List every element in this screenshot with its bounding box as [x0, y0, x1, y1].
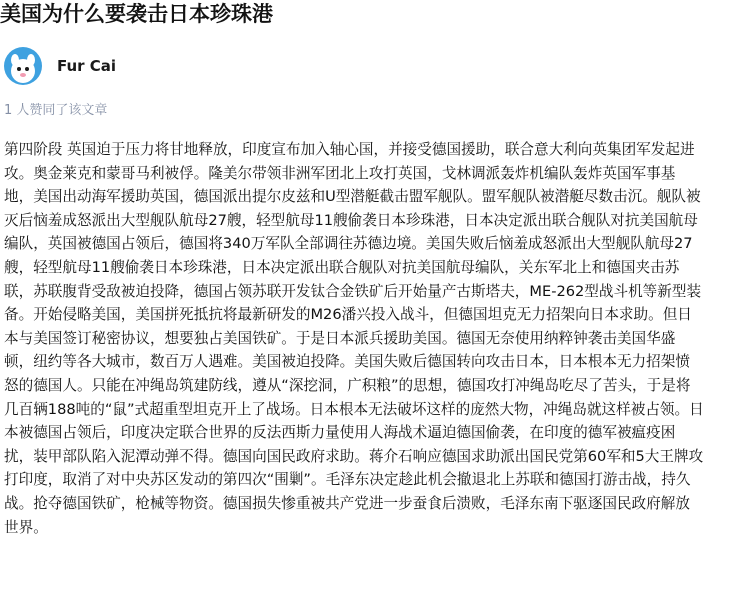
article-title: 美国为什么要袭击日本珍珠港	[0, 2, 273, 26]
author-info	[4, 45, 116, 87]
article-body: 第四阶段 英国迫于压力将甘地释放，印度宣布加入轴心国，并接受德国援助，联合意大利向英集团军发起进攻。奥金莱克和蒙哥马利被俘。隆美尔带领非洲军团北上攻打英国，戈林调派轰炸机编队轰炸英国军事基地，美国出动海军援助英国，德国派出提尔皮兹和U型潜艇截击盟军舰队。盟军舰队被潜艇尽数击沉。舰队被灭后恼羞成怒派出大型舰队航母27艘，轻型航母11艘偷袭日本珍珠港，日本决定派出联合舰队对抗美国航母编队，英国被德国占领后，德国将340万军队全部调往苏德边境。美国失败后恼羞成怒派出大型舰队航母27艘，轻型航母11艘偷袭日本珍珠港，日本决定派出联合舰队对抗美国航母编队，关东军北上和德国夹击苏联，苏联腹背受敌被迫投降，德国占领苏联开发钛合金铁矿后开始量产古斯塔夫，ME-262型战斗机等新型装备。开始侵略美国，美国拼死抵抗将最新研发的M26潘兴投入战斗，但德国坦克无力招架向日本求助。但日本与美国签订秘密协议，想要独占美国铁矿。于是日本派兵援助美国。德国无奈使用纳粹钟袭击美国华盛顿，纽约等各大城市，数百万人遇难。美国被迫投降。美国失败后德国转向攻击日本，日本根本无力招架愤怒的德国人。只能在冲绳岛筑建防线，遵从“深挖洞，广积粮”的思想，德国攻打冲绳岛吃尽了苦头，于是将几百辆188吨的“鼠”式超重型坦克开上了战场。日本根本无法破坏这样的庞然大物，冲绳岛就这样被占领。日本被德国占领后，印度决定联合世界的反法西斯力量使用人海战术逼迫德国偷袭，在印度的德军被瘟疫困扰，装甲部队陷入泥潭动弹不得。德国向国民政府求助。蒋介石响应德国求助派出国民党第60军和5大王牌攻打印度，取消了对中央苏区发动的第四次“围剿”。毛泽东决定趁此机会撤退北上苏联和德国打游击战，持久战。抢夺德国铁矿，枪械等物资。德国损失惨重被共产党进一步蚕食后溃败，毛泽东南下驱逐国民政府解放世界。	[4, 141, 704, 536]
author-name[interactable]: Fur Cai	[57, 57, 117, 75]
author-avatar[interactable]	[4, 47, 42, 85]
likes-count: 1 人赞同了该文章	[4, 103, 108, 118]
cartoon-animal-avatar-icon	[4, 47, 42, 85]
